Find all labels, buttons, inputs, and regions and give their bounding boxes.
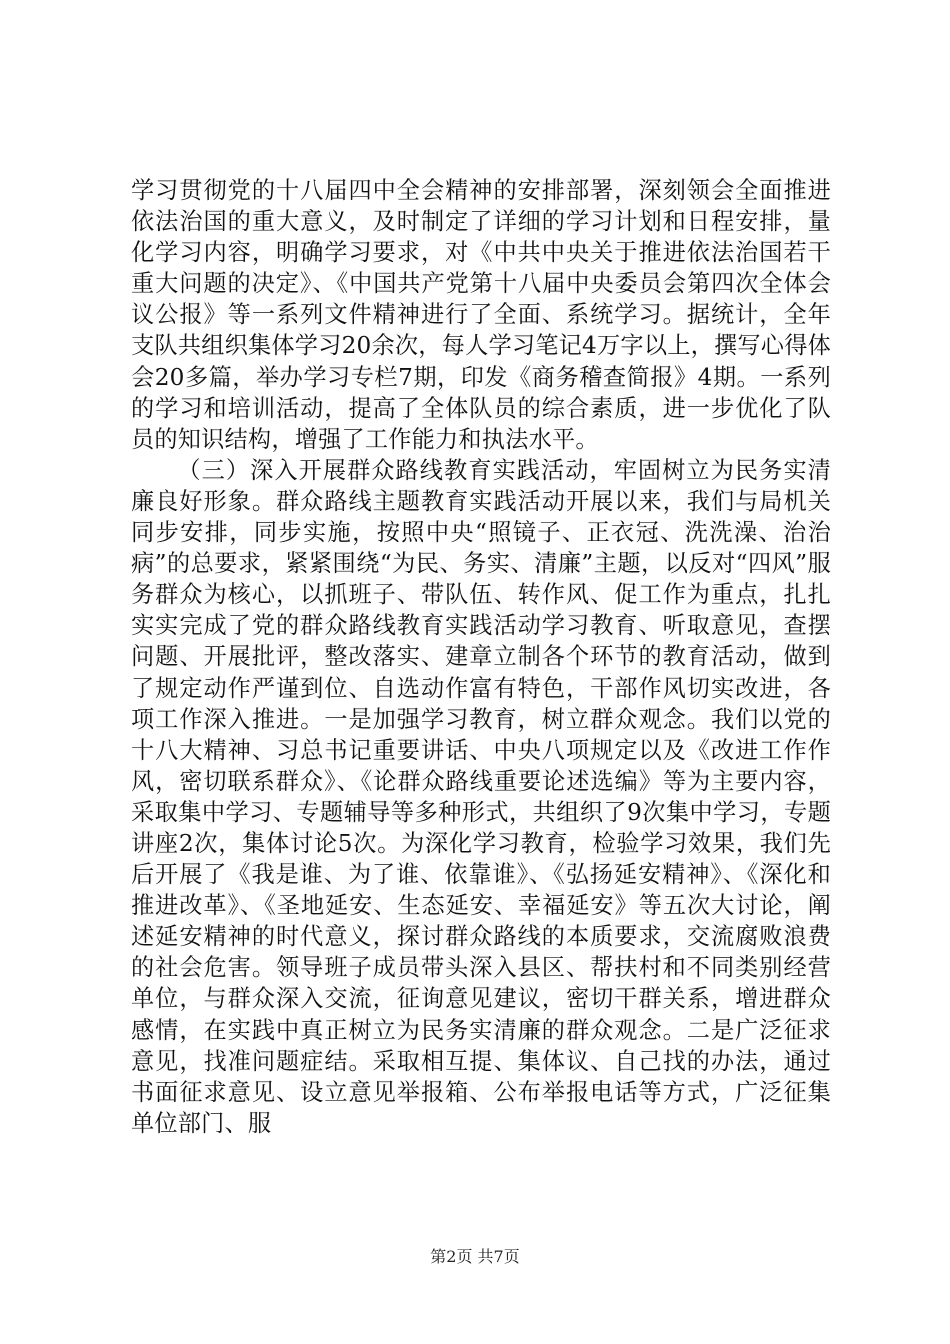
paragraph-1: 学习贯彻党的十八届四中全会精神的安排部署，深刻领会全面推进依法治国的重大意义，及时制定了详细的学习计划和日程安排，量化学习内容，明确学习要求，对《中共中央关于推进依法治国若干重大问题的决定》、《中国共产党第十八届中央委员会第四次全体会议公报》等一系列文件精神进行了全面、系统学习。据统计，全年支队共组织集体学习20余次，每人学习笔记4万字以上，撰写心得体会20多篇，举办学习专栏7期，印发《商务稽查简报》4期。一系列的学习和培训活动，提高了全体队员的综合素质，进一步优化了队员的知识结构，增强了工作能力和执法水平。	[131, 177, 831, 453]
document-body	[131, 175, 831, 1139]
page-footer: 第2页 共7页	[430, 1247, 520, 1266]
paragraph-2: （三）深入开展群众路线教育实践活动，牢固树立为民务实清廉良好形象。群众路线主题教育实践活动开展以来，我们与局机关同步安排，同步实施，按照中央“照镜子、正衣冠、洗洗澡、治治病”的总要求，紧紧围绕“为民、务实、清廉”主题，以反对“四风”服务群众为核心，以抓班子、带队伍、转作风、促工作为重点，扎扎实实完成了党的群众路线教育实践活动学习教育、听取意见，查摆问题、开展批评，整改落实、建章立制各个环节的教育活动，做到了规定动作严谨到位、自选动作富有特色，干部作风切实改进，各项工作深入推进。一是加强学习教育，树立群众观念。我们以党的十八大精神、习总书记重要讲话、中央八项规定以及《改进工作作风，密切联系群众》、《论群众路线重要论述选编》等为主要内容，采取集中学习、专题辅导等多种形式，共组织了9次集中学习，专题讲座2次，集体讨论5次。为深化学习教育，检验学习效果，我们先后开展了《我是谁、为了谁、依靠谁》、《弘扬延安精神》、《深化和推进改革》、《圣地延安、生态延安、幸福延安》等五次大讨论，阐述延安精神的时代意义，探讨群众路线的本质要求，交流腐败浪费的社会危害。领导班子成员带头深入县区、帮扶村和不同类别经营单位，与群众深入交流，征询意见建议，密切干群关系，增进群众感情，在实践中真正树立为民务实清廉的群众观念。二是广泛征求意见，找准问题症结。采取相互提、集体议、自己找的办法，通过书面征求意见、设立意见举报箱、公布举报电话等方式，广泛征集单位部门、服	[131, 456, 831, 1137]
